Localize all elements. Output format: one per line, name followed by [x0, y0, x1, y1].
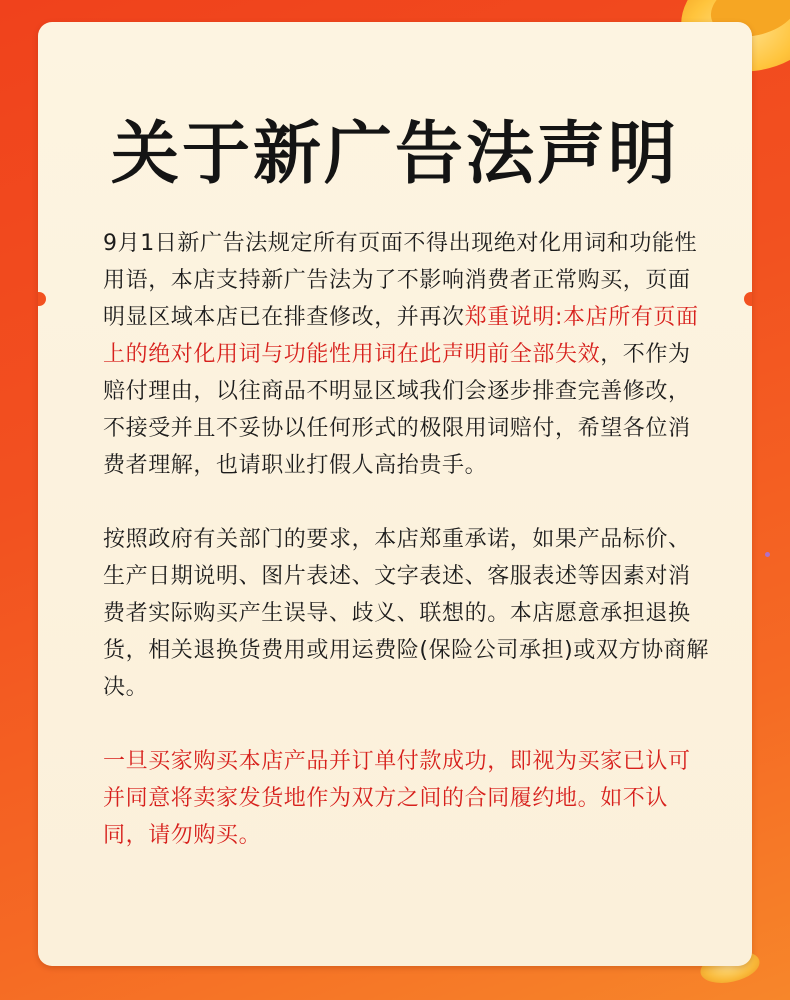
- page-title: 关于新广告法声明: [110, 114, 679, 194]
- paragraph1-highlight: 郑重说明:本店所有页面上的绝对化用词与功能性用词在此声明前全部失效: [103, 305, 699, 367]
- sparkle-dot: [765, 552, 770, 557]
- paragraph-commitment: 按照政府有关部门的要求，本店郑重承诺，如果产品标价、生产日期说明、图片表述、文字表述、客服表述等因素对消费者实际购买产生误导、歧义、联想的。本店愿意承担退换货，相关退换货费用或用运费险(保险公司承担)或双方协商解决。: [103, 527, 709, 700]
- paragraph-advertising-law: [103, 225, 713, 484]
- notice-card: [38, 22, 752, 966]
- paragraph1-text-start: 9月1日新广告法规定所有页面不得出现绝对化用词和功能性用语，本店支持新广告法为了不影响消费者正常购买，页面明显区域本店已在排查修改，并再次: [103, 231, 698, 330]
- paragraph1-text-end: ，不作为赔付理由，以往商品不明显区域我们会逐步排查完善修改，不接受并且不妥协以任何形式的极限用词赔付，希望各位消费者理解，也请职业打假人高抬贵手。: [103, 342, 691, 478]
- paragraph-contract-place: 一旦买家购买本店产品并订单付款成功，即视为买家已认可并同意将卖家发货地作为双方之间的合同履约地。如不认同，请勿购买。: [103, 749, 691, 848]
- card-notch-left: [38, 292, 46, 306]
- card-notch-right: [744, 292, 752, 306]
- notice-body: [103, 225, 713, 854]
